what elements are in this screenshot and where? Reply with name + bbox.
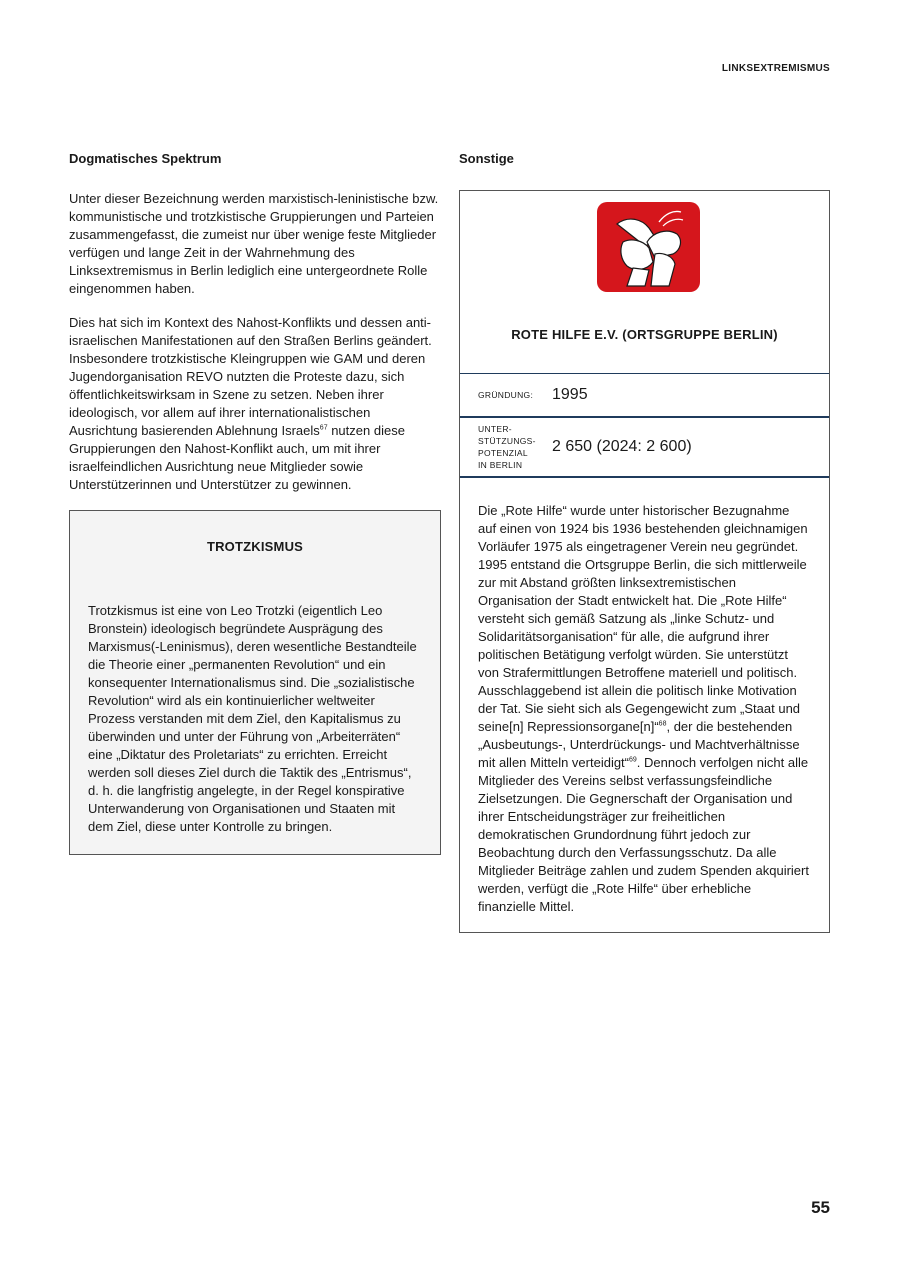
support-label-line-1: UNTER- — [478, 424, 512, 434]
fact-row-founding — [460, 374, 829, 418]
organization-description — [460, 478, 829, 932]
paragraph-nahost-part1: Dies hat sich im Kontext des Nahost-Konflikts und dessen anti-israelischen Manifestationen auf den Straßen Berlins geändert. Insbesondere trotzkistische Kleingruppen wie GAM und deren Jugendorganisation REVO nutzten die Proteste dazu, sich öffentlichkeitswirksam in Szene zu setzen. Neben ihrer ideologisch, vor allem auf ihrer internationalistischen Ausrichtung basierenden Ablehnung Israels — [69, 315, 432, 438]
organization-name: ROTE HILFE E.V. (ORTSGRUPPE BERLIN) — [511, 327, 778, 342]
paragraph-nahost-part2: nutzen diese Gruppierungen den Nahost-Konflikt auch, um mit ihrer israelfeindlichen Ausrichtung neue Mitglieder sowie Unterstützerinnen und Unterstützer zu gewinnen. — [69, 423, 405, 492]
org-text-part2: , der die bestehenden „Ausbeutungs-, Unterdrückungs- und Machtverhältnisse mit allen Mitteln verteidigt“ — [478, 719, 800, 770]
footnote-ref-68[interactable]: 68 — [658, 720, 667, 728]
organization-card-header — [460, 191, 829, 374]
founding-label: GRÜNDUNG: — [478, 390, 534, 400]
fact-row-support-potential — [460, 418, 829, 478]
info-box-title: TROTZKISMUS — [206, 539, 304, 554]
footnote-ref-67[interactable]: 67 — [319, 424, 328, 432]
support-label-line-2: STÜTZUNGS- — [478, 436, 536, 446]
rote-hilfe-logo-icon — [597, 202, 700, 292]
paragraph-intro: Unter dieser Bezeichnung werden marxistisch-leninistische bzw. kommunistische und trotzkistische Gruppierungen und Parteien zusammengefasst, die zumeist nur über wenige feste Mitglieder verfügen und lange Zeit in der Wahrnehmung des Linksextremismus in Berlin lediglich eine untergeordnete Rolle eingenommen haben. — [69, 191, 439, 296]
running-head: LINKSEXTREMISMUS — [721, 63, 830, 74]
page-number: 55 — [811, 1198, 830, 1217]
founding-value: 1995 — [552, 386, 588, 403]
support-label-line-4: IN BERLIN — [478, 460, 523, 470]
support-potential-label — [478, 423, 552, 471]
org-text-part3: . Dennoch verfolgen nicht alle Mitglieder des Vereins selbst verfassungsfeindliche Zielsetzungen. Die Gegnerschaft der Organisation und ihrer Entscheidungsträger zur freiheitlichen demokratischen Grundordnung führt jedoch zur Beobachtung durch den Verfassungsschutz. Da alle Mitglieder Beiträge zahlen und zudem Spenden akquiriert werden, verfügt die „Rote Hilfe“ über erhebliche finanzielle Mittel. — [478, 755, 809, 914]
right-column — [459, 151, 830, 933]
left-column — [69, 151, 441, 855]
support-potential-value: 2 650 (2024: 2 600) — [552, 438, 692, 455]
trotzkismus-info-box — [69, 510, 441, 855]
footnote-ref-69[interactable]: 69 — [629, 756, 637, 764]
paragraph-nahost — [69, 314, 441, 494]
support-label-line-3: POTENZIAL — [478, 448, 528, 458]
section-heading-dogmatisches-spektrum: Dogmatisches Spektrum — [69, 151, 222, 166]
section-heading-sonstige: Sonstige — [459, 151, 514, 166]
organization-card — [459, 190, 830, 933]
org-text-part1: Die „Rote Hilfe“ wurde unter historischer Bezugnahme auf einen von 1924 bis 1936 bestehenden gleichnamigen Vorläufer 1975 als eingetragener Verein neu gegründet. 1995 entstand die Ortsgruppe Berlin, die sich mittlerweile zur mit Abstand größten linksextremistischen Organisation der Stadt entwickelt hat. Die „Rote Hilfe“ versteht sich gemäß Satzung als „linke Schutz- und Solidaritätsorganisation“ für alle, die aufgrund ihrer politischen Betätigung verfolgt würden. Sie unterstützt von Strafermittlungen Betroffene materiell und politisch. Ausschlaggebend ist allein die politisch linke Motivation der Tat. Sie sieht sich als Gegengewicht zum „Staat und seine[n] Repressionsorgane[n]“ — [478, 503, 808, 734]
info-box-text: Trotzkismus ist eine von Leo Trotzki (eigentlich Leo Bronstein) ideologisch begründete Ausprägung des Marxismus(-Leninismus), deren wesentliche Bestandteile die Theorie einer „permanenten Revolution“ und ein konsequenter Internationalismus sind. Die „sozialistische Revolution“ wird als ein kontinuierlicher weltweiter Prozess verstanden mit dem Ziel, den Kapitalismus zu überwinden und unter der Führung von „Arbeiterräten“ eine „Diktatur des Proletariats“ zu errichten. Erreicht werden soll dieses Ziel durch die Taktik des „Entrismus“, d. h. die langfristig angelegte, in der Regel konspirative Unterwanderung von Organisationen und Staaten mit dem Ziel, diese unter Kontrolle zu bringen. — [88, 603, 417, 834]
